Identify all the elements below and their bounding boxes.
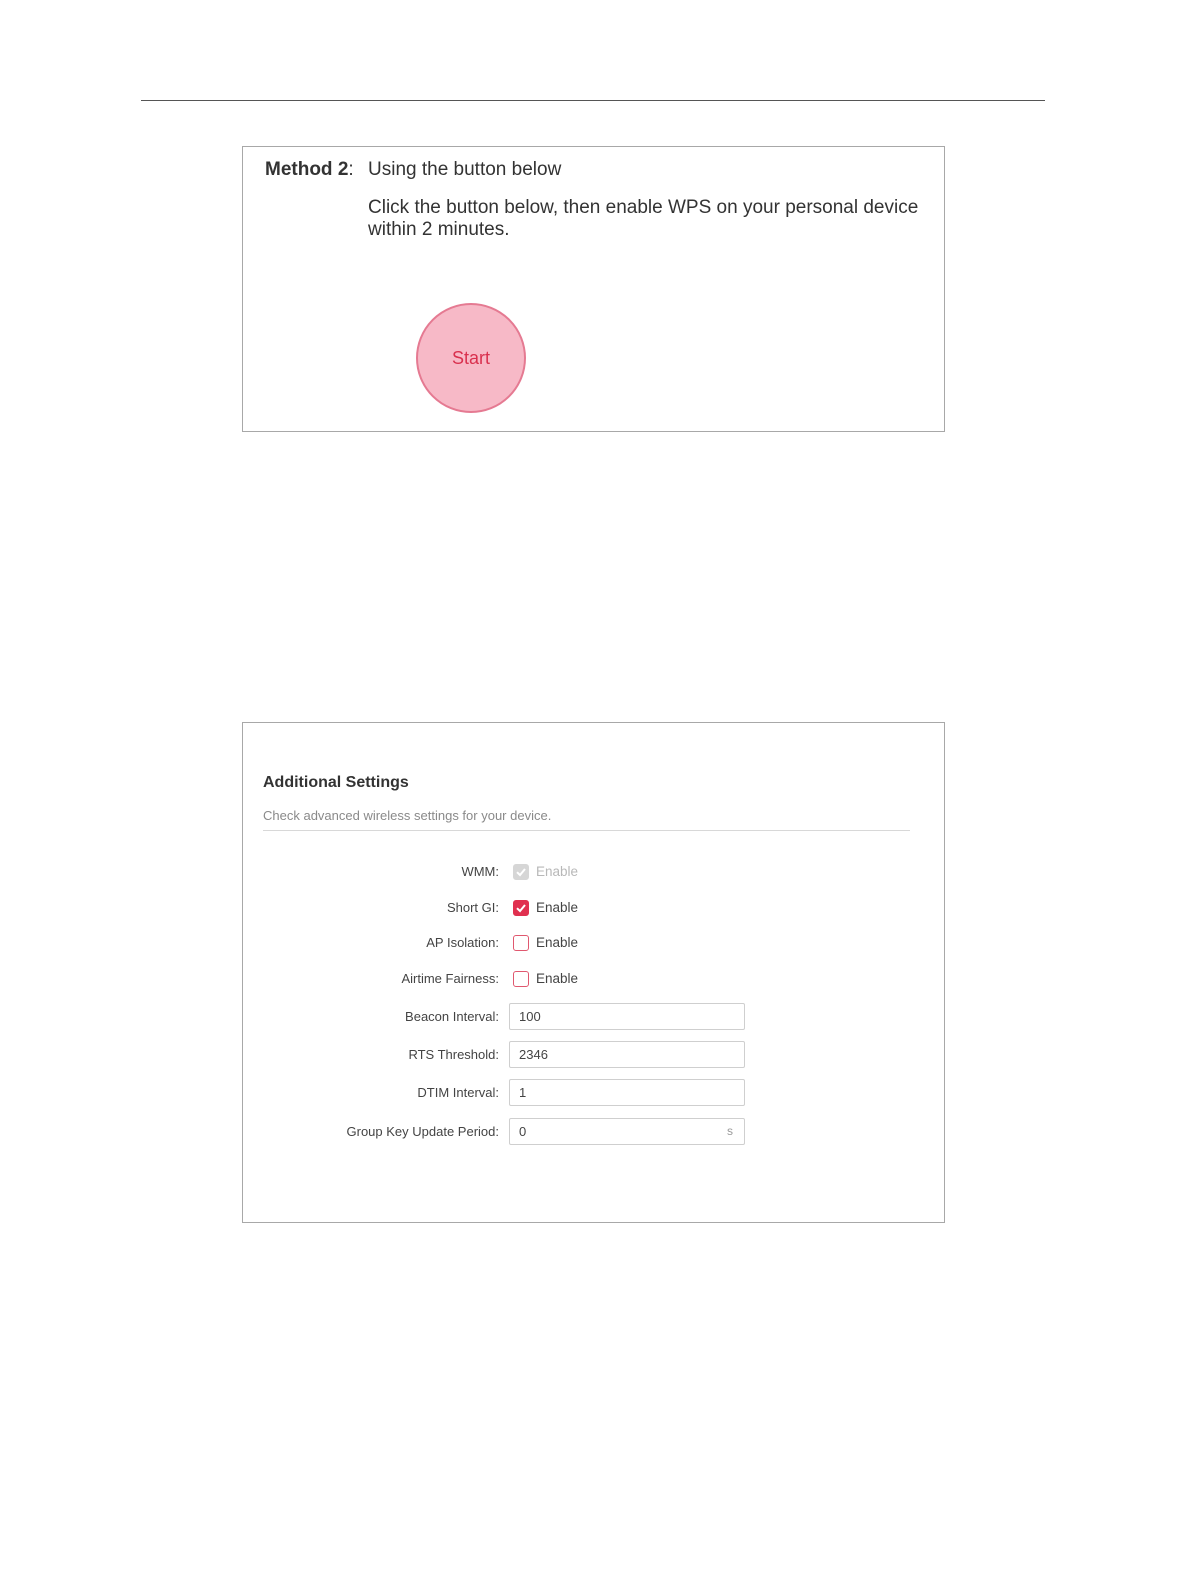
wmm-row [243, 858, 943, 886]
ap-isolation-enable-text: Enable [536, 935, 579, 950]
beacon-interval-input[interactable] [509, 1003, 745, 1030]
section-divider [263, 830, 910, 831]
ap-isolation-checkbox[interactable] [513, 935, 529, 951]
ap-isolation-row [243, 929, 943, 957]
rts-threshold-label: RTS Threshold: [408, 1047, 499, 1062]
wmm-label: WMM: [461, 864, 499, 879]
rts-threshold-row [243, 1041, 943, 1069]
section-subtitle: Check advanced wireless settings for your device. [263, 808, 552, 823]
airtime-fairness-row [243, 965, 943, 993]
checkmark-icon [515, 866, 527, 878]
beacon-interval-label: Beacon Interval: [405, 1009, 499, 1024]
group-key-update-period-input[interactable] [509, 1118, 745, 1145]
rts-threshold-input[interactable] [509, 1041, 745, 1068]
dtim-interval-row [243, 1079, 943, 1107]
beacon-interval-row [243, 1003, 943, 1031]
short-gi-enable-text: Enable [536, 900, 579, 915]
seconds-unit: s [727, 1124, 733, 1138]
short-gi-checkbox[interactable] [513, 900, 529, 916]
checkmark-icon [515, 902, 527, 914]
dtim-interval-label: DTIM Interval: [417, 1085, 499, 1100]
short-gi-label: Short GI: [446, 900, 499, 915]
airtime-fairness-checkbox[interactable] [513, 971, 529, 987]
method-description: Click the button below, then enable WPS on your personal device within 2 minutes. [368, 197, 919, 240]
group-key-update-period-row [243, 1118, 943, 1146]
additional-settings-panel [242, 722, 945, 1223]
page-header-rule [141, 100, 1045, 101]
wps-method-panel [242, 146, 945, 432]
group-key-update-period-label: Group Key Update Period: [346, 1124, 499, 1139]
section-title: Additional Settings [263, 774, 409, 791]
wmm-enable-text: Enable [536, 864, 579, 879]
ap-isolation-label: AP Isolation: [426, 935, 499, 950]
short-gi-row [243, 894, 943, 922]
wmm-checkbox[interactable] [513, 864, 529, 880]
airtime-fairness-enable-text: Enable [536, 971, 579, 986]
method-label: Method 2: [265, 159, 354, 180]
method-title: Using the button below [368, 159, 562, 180]
start-button[interactable]: Start [416, 303, 526, 413]
dtim-interval-input[interactable] [509, 1079, 745, 1106]
airtime-fairness-label: Airtime Fairness: [401, 971, 499, 986]
